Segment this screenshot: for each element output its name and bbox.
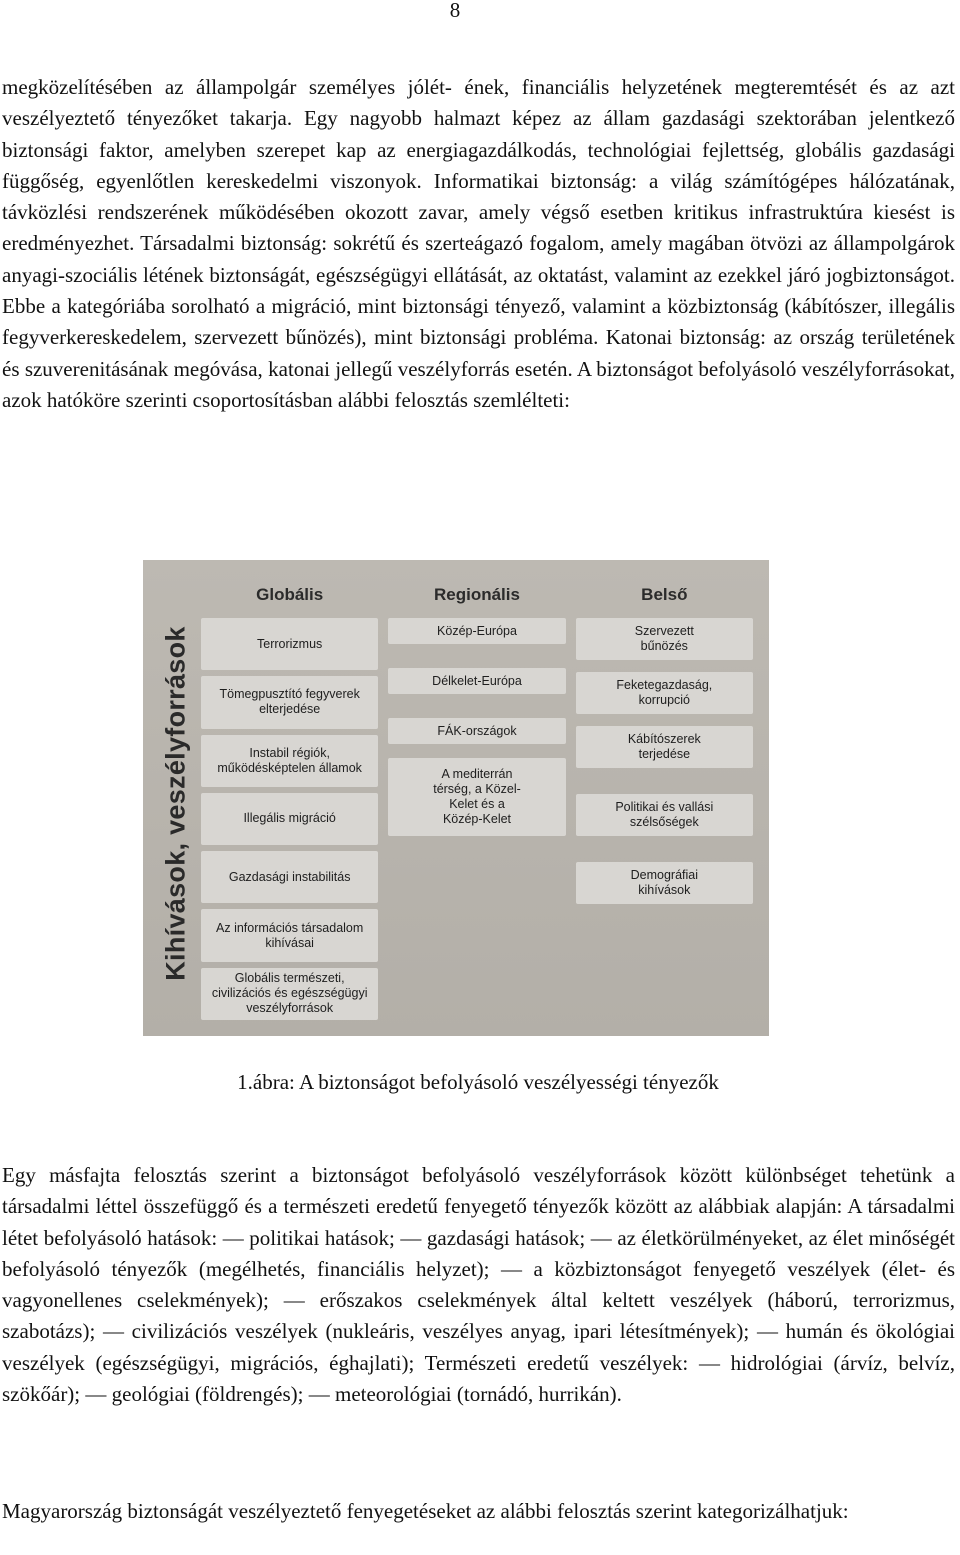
- table-cell: Demográfiai kihívások: [576, 862, 753, 904]
- table-cell: Közép-Európa: [388, 618, 565, 644]
- table-cell: Délkelet-Európa: [388, 668, 565, 694]
- table-cell: Illegális migráció: [201, 793, 378, 845]
- figure-grid: [201, 578, 753, 1020]
- table-cell: FÁK-országok: [388, 718, 565, 744]
- table-cell: Instabil régiók, működésképtelen államok: [201, 735, 378, 787]
- body-paragraph-1: megközelítésében az állampolgár személyes jólét- ének, financiális helyzetének megteremtését és az azt veszélyeztető tényezőket takarja. Egy nagyobb halmazt képez az állam gazdasági szektorában jelentkező biztonsági faktor, amelyben szerepet kap az energiagazdálkodás, technológiai fejlettség, globális gazdasági függőség, egyenlőtlen kereskedelmi viszonyok. Informatikai biztonság: a világ számítógépes hálózatának, távközlési rendszerének működésében okozott zavar, amely végső esetben kritikus infrastruktúra kiesést is eredményezhet. Társadalmi biztonság: sokrétű és szerteágazó fogalom, amely magában ötvözi az állampolgárok anyagi-szociális létének biztonságát, egészségügyi ellátását, az oktatást, valamint az ezekkel járó jogbiztonságot. Ebbe a kategóriába sorolható a migráció, mint biztonsági tényező, valamint a közbiztonság (kábítószer, illegális fegyverkereskedelem, szervezett bűnözés), mint biztonsági probléma. Katonai biztonság: az ország területének és szuverenitásának megóvása, katonai jellegű veszélyforrás esetén. A biztonságot befolyásoló veszélyforrásokat, azok hatóköre szerinti csoportosításban alábbi felosztás szemlélteti:: [2, 75, 955, 412]
- page-number: 8: [449, 0, 461, 22]
- figure-caption: [0, 1067, 960, 1098]
- column-header: Regionális: [434, 585, 520, 604]
- table-cell: Globális természeti, civilizációs és egészségügyi veszélyforrások: [201, 968, 378, 1020]
- column-header: Globális: [256, 585, 324, 604]
- table-cell: Szervezett bűnözés: [576, 618, 753, 660]
- table-cell: Az információs társadalom kihívásai: [201, 909, 378, 961]
- figure-side-label: [151, 578, 201, 1028]
- table-cell: Gazdasági instabilitás: [201, 851, 378, 903]
- figure-threat-table: [143, 560, 769, 1036]
- column-header: Belső: [641, 585, 688, 604]
- body-paragraph-3: Magyarország biztonságát veszélyeztető fenyegetéseket az alábbi felosztás szerint kategorizálhatjuk:: [2, 1499, 849, 1523]
- table-cell: Politikai és vallási szélsőségek: [576, 794, 753, 836]
- table-cell: Feketegazdaság, korrupció: [576, 672, 753, 714]
- table-cell: Kábítószerek terjedése: [576, 726, 753, 768]
- side-label-text: Kihívások, veszélyforrások: [160, 625, 191, 981]
- table-cell: Terrorizmus: [201, 618, 378, 670]
- figure-column-internal: [576, 578, 753, 1020]
- figure-column-global: [201, 578, 378, 1020]
- body-paragraph-2: Egy másfajta felosztás szerint a biztonságot befolyásoló veszélyforrások között különbséget tehetünk a társadalmi léttel összefüggő és a természeti eredetű fenyegető tényezők között az alábbiak alapján: A társadalmi létet befolyásoló hatások: ― politikai hatások; ― gazdasági hatások; ― az életkörülményeket, az élet minőségét befolyásoló tényezők (megélhetés, financiális helyzet); ― a közbiztonságot fenyegető veszélyek (élet- és vagyonellenes cselekmények); ― erőszakos cselekmények által keltett veszélyek (háború, terrorizmus, szabotázs); ― civilizációs veszélyek (nukleáris, veszélyes anyag, ipari létesítmények); ― humán és ökológiai veszélyek (egészségügyi, migrációs, éghajlati); Természeti eredetű veszélyek: ― hidrológiai (árvíz, belvíz, szökőár); ― geológiai (földrengés); ― meteorológiai (tornádó, hurrikán).: [2, 1163, 955, 1407]
- table-cell: Tömegpusztító fegyverek elterjedése: [201, 676, 378, 728]
- table-cell: A mediterrán térség, a Közel- Kelet és a Közép-Kelet: [388, 758, 565, 836]
- caption-text: 1.ábra: A biztonságot befolyásoló veszélyességi tényezők: [237, 1070, 719, 1094]
- figure-column-regional: [388, 578, 565, 1020]
